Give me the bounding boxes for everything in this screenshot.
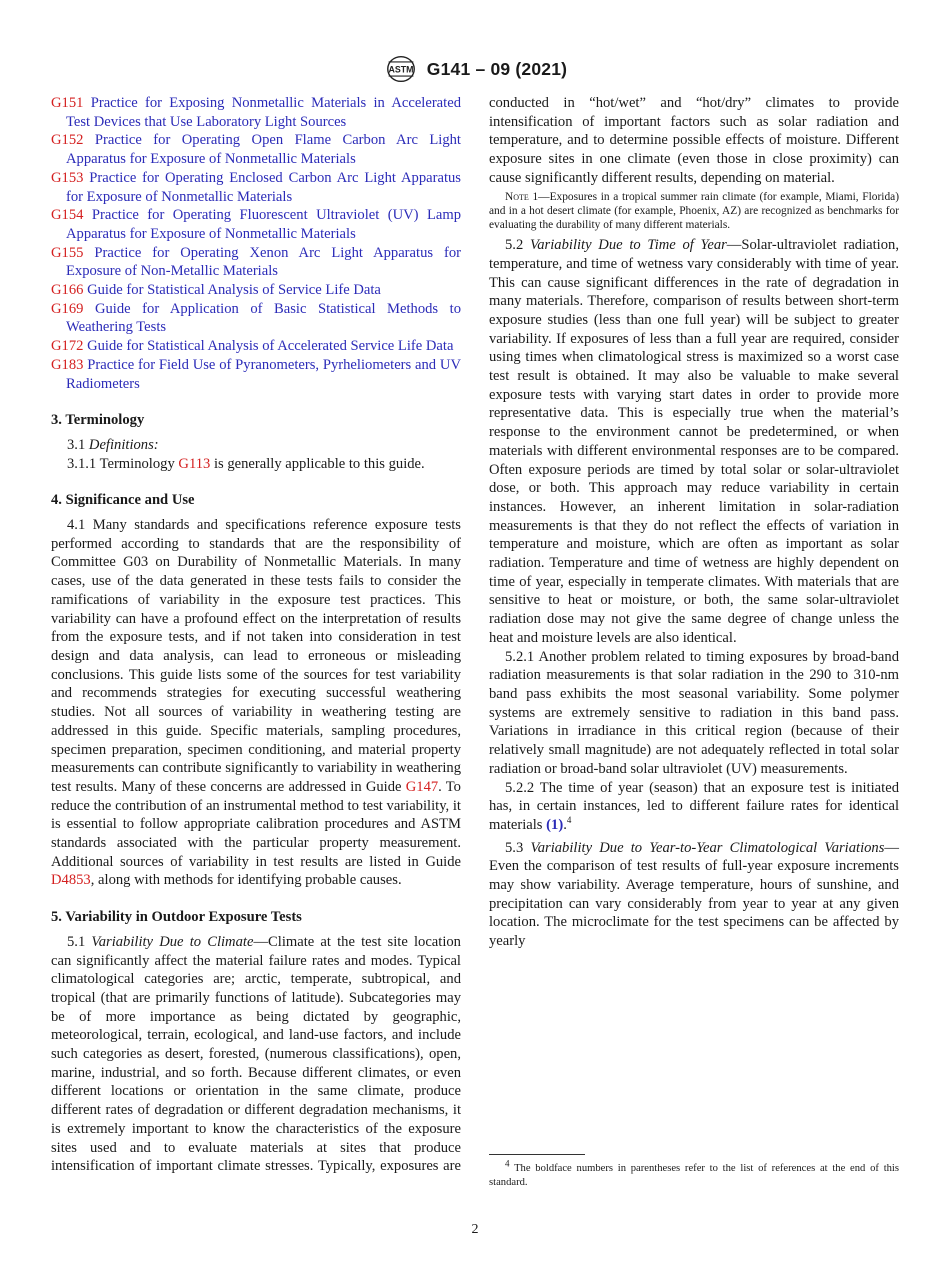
paragraph-text: . To reduce the contribution of an instrumental method to test variability, it is essential to follow appropriate calibration procedures and ASTM standards associated with the particular property measurement. Additional sources of variability in test results are listed in Guide <box>51 778 461 870</box>
reference-code[interactable]: G153 <box>51 169 84 186</box>
document-designation: G141 – 09 (2021) <box>426 58 568 79</box>
g147-link[interactable]: G147 <box>405 778 439 795</box>
paragraph-title: Variability Due to Climate <box>91 933 254 950</box>
reference-code[interactable]: G183 <box>51 356 84 373</box>
section-3-heading: 3. Terminology <box>51 412 145 429</box>
citation-open: ( <box>546 816 552 833</box>
left-column <box>51 94 461 1176</box>
paragraph-number: 3.1 <box>67 436 86 453</box>
section-5-heading: 5. Variability in Outdoor Exposure Tests <box>51 909 302 926</box>
paragraph-number: 5.2 <box>505 237 524 254</box>
footnote-text: The boldface numbers in parentheses refer to the list of references at the end of this standard. <box>489 1163 899 1188</box>
reference-item[interactable] <box>51 356 461 393</box>
paragraph-5-3 <box>489 839 899 951</box>
note-text: —Exposures in a tropical summer rain climate (for example, Miami, Florida) and in a hot desert climate (for example, Phoenix, AZ) are recognized as benchmarks for evaluating the durability of many different materials. <box>489 190 899 231</box>
footnote-marker[interactable]: 4 <box>566 815 572 826</box>
paragraph-text: 3.1.1 Terminology <box>67 455 179 472</box>
astm-logo-icon <box>383 54 419 84</box>
reference-item[interactable] <box>51 206 461 243</box>
reference-item[interactable] <box>51 281 461 300</box>
paragraph-text: —Solar-ultraviolet radiation, temperature, and time of wetness vary considerably with time of year. This can cause significant differences in the rate of degradation in many materials. Therefore, comparison of results between short-term exposure studies (less than one full year) will be subject to greater variability. If exposures of less than a full year are required, consider using times when climatological stress is maximized so a worst case test result is obtained. It may also be valuable to make several exposure tests with varying start dates in order to provide more representative data. This is especially true when the material’s response to the environment cannot be predetermined, or when materials with different environmental responses are to be compared. Often exposure periods are timed by total solar or solar-ultraviolet dose, or both. This approach may reduce variability in certain instances. However, an inherent limitation in solar-radiation measurements is that they do not reflect the effects of variation in temperature and moisture, which are often as important as solar radiation. Temperature and time of wetness are highly dependent on time of year, especially in temperate climates. With materials that are sensitive to heat or moisture, or both, the same solar-ultraviolet radiation dose may not give the same degree of change unless the heat and moisture levels are also identical. <box>489 237 899 646</box>
section-4-heading: 4. Significance and Use <box>51 492 195 509</box>
reference-title[interactable]: Practice for Exposing Nonmetallic Materials in Accelerated Test Devices that Use Laboratory Light Sources <box>66 95 461 130</box>
reference-item[interactable] <box>51 337 461 356</box>
reference-code[interactable]: G172 <box>51 338 84 355</box>
reference-title[interactable]: Practice for Operating Open Flame Carbon Arc Light Apparatus for Exposure of Nonmetallic Materials <box>66 132 461 168</box>
paragraph-number: 5.3 <box>505 839 524 856</box>
g113-link[interactable]: G113 <box>178 455 211 472</box>
reference-code[interactable]: G169 <box>51 300 84 317</box>
citation-number[interactable]: 1 <box>551 816 559 833</box>
note-label: Note 1 <box>505 190 539 203</box>
reference-item[interactable] <box>51 244 461 281</box>
d4853-link[interactable]: D4853 <box>51 872 91 889</box>
citation-close: ) <box>558 816 564 833</box>
reference-item[interactable] <box>51 300 461 337</box>
reference-title[interactable]: Guide for Statistical Analysis of Accelerated Service Life Data <box>87 338 454 355</box>
paragraph-title: Definitions: <box>88 436 159 453</box>
page-header <box>0 54 950 84</box>
reference-item[interactable] <box>51 169 461 206</box>
right-column <box>489 94 899 951</box>
reference-code[interactable]: G154 <box>51 207 84 224</box>
paragraph-5-1 <box>51 933 461 1176</box>
reference-title[interactable]: Guide for Application of Basic Statistical Methods to Weathering Tests <box>66 300 461 336</box>
footnote-number: 4 <box>505 1158 510 1169</box>
footnote-4 <box>489 1158 899 1190</box>
logo-text: ASTM <box>388 64 414 75</box>
footnote-divider <box>489 1154 585 1155</box>
paragraph-text: , along with methods for identifying probable causes. <box>90 872 402 889</box>
paragraph-text: is generally applicable to this guide. <box>210 455 425 472</box>
paragraph-text: —Climate at the test site location can significantly affect the material failure rates and modes. Typical climatological categories are; arctic, temperate, subtropical, and tropical (that are primarily functions of latitude). Subcategories may be of more importance as being dictated by geographic, meteorological, terrain, ecological, and land-use factors, and include such categories as desert, forested, (numerous classifications), open, marine, industrial, and so forth. Because different climates, or even different locations or orientation in the same climate, produce different rates of degradation or different degradation mechanisms, it is extremely important to know the characteristics of the exposure sites used and to evaluate materials at sites that produce intensification of important climate stresses. Typically, exposures are <box>51 933 461 1175</box>
paragraph-text: 4.1 Many standards and specifications reference exposure tests performed according to standards that are the responsibility of Committee G03 on Durability of Nonmetallic Materials. In many cases, use of the data generated in these tests fails to consider the ramifications of variability in the exposure test practices. This variability can have a profound effect on the interpretation of results from the exposure tests, and if not taken into consideration in test design and data analysis, can lead to erroneous or misleading conclusions. This guide lists some of the sources for test variability and recommends strategies for executing successful weathering studies. Not all sources of variability in weathering testing are addressed in this guide. Specific materials, sampling procedures, specimen preparation, specimen conditioning, and material property measurements can contribute significantly to variability in weathering test results. Many of these concerns are addressed in Guide <box>51 517 461 795</box>
reference-citation[interactable] <box>546 817 563 833</box>
paragraph-5-2-2 <box>489 779 899 835</box>
reference-code[interactable]: G166 <box>51 282 84 299</box>
note-1 <box>489 190 899 233</box>
reference-title[interactable]: Practice for Operating Fluorescent Ultraviolet (UV) Lamp Apparatus for Exposure of Nonmetallic Materials <box>66 207 461 242</box>
paragraph-5-2 <box>489 236 899 647</box>
paragraph-3-1 <box>51 436 461 455</box>
reference-title[interactable]: Guide for Statistical Analysis of Service Life Data <box>87 282 381 299</box>
reference-code[interactable]: G155 <box>51 244 84 261</box>
reference-title[interactable]: Practice for Field Use of Pyranometers, Pyrheliometers and UV Radiometers <box>66 356 461 392</box>
paragraph-title: Variability Due to Year-to-Year Climatological Variations <box>530 839 885 856</box>
paragraph-text: 5.2.2 The time of year (season) that an exposure test is initiated has, in certain instances, led to different failure rates for identical materials <box>489 779 899 833</box>
reference-item[interactable] <box>51 94 461 131</box>
reference-list <box>51 94 461 393</box>
paragraph-4-1 <box>51 516 461 890</box>
paragraph-number: 5.1 <box>67 933 86 950</box>
reference-code[interactable]: G152 <box>51 132 84 149</box>
paragraph-title: Variability Due to Time of Year <box>529 237 727 254</box>
reference-title[interactable]: Practice for Operating Enclosed Carbon Arc Light Apparatus for Exposure of Nonmetallic Materials <box>66 169 461 205</box>
page-number: 2 <box>471 1222 479 1237</box>
paragraph-text: . <box>563 816 567 833</box>
paragraph-3-1-1 <box>51 455 461 474</box>
paragraph-5-1-continued: conducted in “hot/wet” and “hot/dry” climates to provide intensification of important factors such as solar radiation and temperature, and to determine possible effects of moisture. Different exposure sites in one climate (even those in close proximity) can cause significantly different results, depending on material. <box>489 95 899 186</box>
paragraph-5-2-1: 5.2.1 Another problem related to timing exposures by broad-band radiation measurements is that solar radiation in the 290 to 310-nm band pass exhibits the most seasonal variability. Some polymer systems are extremely sensitive to radiation in this band pass. Variations in irradiance in this critical region (because of their relatively small magnitude) are not adequately reflected in total solar radiation or broad-band solar ultraviolet (UV) measurements. <box>489 648 899 777</box>
paragraph-text: —Even the comparison of test results of full-year exposure increments may show variability. Average temperature, hours of sunshine, and precipitation can vary considerably from year to year at any given location. The microclimate for the test specimens can be affected by yearly <box>489 839 899 950</box>
reference-code[interactable]: G151 <box>51 95 84 111</box>
reference-item[interactable] <box>51 131 461 168</box>
reference-title[interactable]: Practice for Operating Xenon Arc Light Apparatus for Exposure of Non-Metallic Materials <box>66 244 461 280</box>
